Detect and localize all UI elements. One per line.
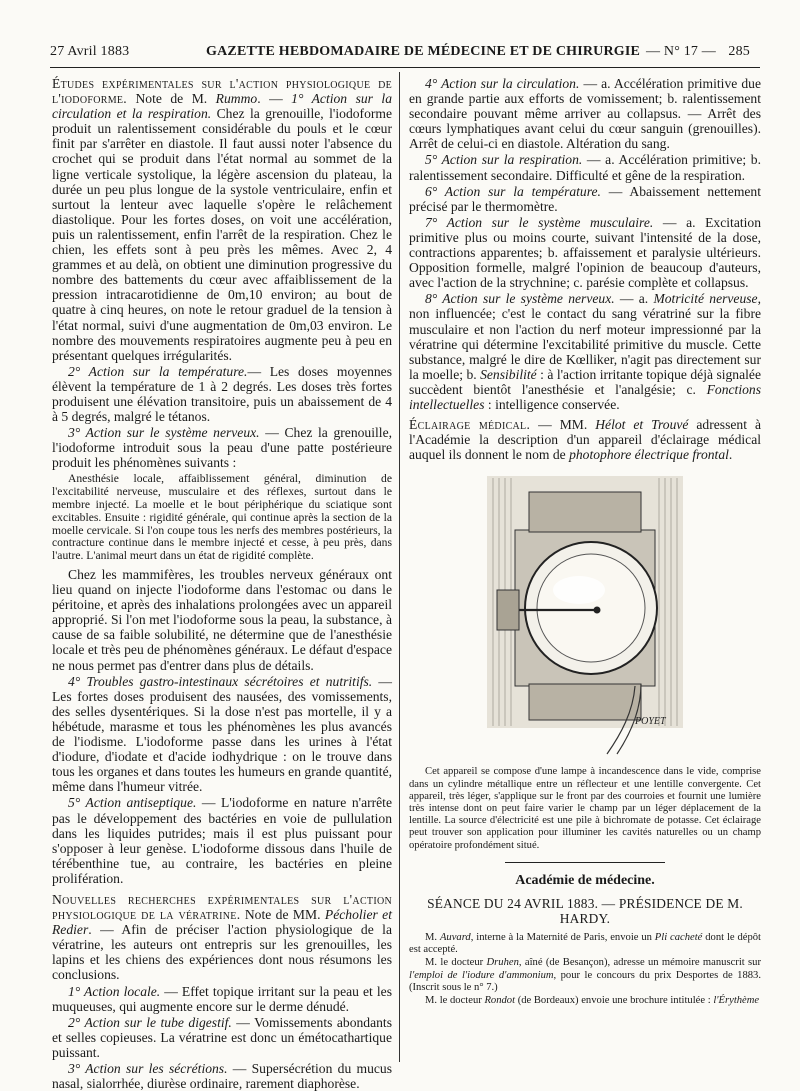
paragraph-nervous-veratrine: 8° Action sur le système nerveux. — a. Motricité nerveuse, non influencée; c'est le contact du sang vératriné sur la fibre musculaire et non l'action du nerf moteur impressionné par la vératrine qui détermine l'excitabilité primitive du muscle. Cette substance, malgré le dire de Kœlliker, n'agit pas directement sur la moelle; b. Sensibilité : à l'action irritante topique déjà signalée succèdent bientôt l'anesthésie et l'analgésie; c. Fonctions intellectuelles : intelligence conservée. — [409, 291, 761, 412]
paragraph-temperature: 2° Action sur la température.— Les doses moyennes élèvent la température de 1 à 2 degrés. Les doses très fortes produisent une élévation transitoire, puis un abaissement de 4 à 5 degrés, malgré le tétanos. — [52, 363, 392, 425]
paragraph-local-action: 1° Action locale. — Effet topique irritant sur la peau et les muqueuses, qui augmente encore sur le derme dénudé. — [52, 983, 392, 1014]
academy-heading: Académie de médecine. — [515, 872, 655, 888]
right-column — [409, 76, 761, 1066]
correspondence-rondot: M. le docteur Rondot (de Bordeaux) envoie une brochure intitulée : l'Érythème — [425, 995, 760, 1007]
header-rule — [50, 67, 760, 68]
paragraph-respiration: 5° Action sur la respiration. — a. Accélération primitive; b. ralentissement secondaire. Difficulté et gêne de la respiration. — [409, 152, 761, 183]
correspondence-druhen: M. le docteur Druhen, aîné (de Besançon), adresse un mémoire manuscrit sur l'emploi de l'iodure d'ammonium, pour le concours du prix Desportes de 1883. (Inscrit sous le n° 7.) — [409, 957, 761, 993]
veratrine-article: Nouvelles recherches expérimentales sur l'action physiologique de la vératrine. Note de MM. Pécholier et Redier. — Afin de préciser l'action physiologique de la vératrine, les auteurs ont entrepris sur les grenouilles, les lapins et les chiens des expériences dont nous résumons les conclusions. — [52, 891, 392, 983]
iodoform-article: Études expérimentales sur l'action physiologique de l'iodoforme. Note de M. Rummo. — 1° Action sur la circulation et la respiration. Chez la grenouille, l'iodoforme produit un ralentissement considérable du pouls et le cœur finit par s'arrêter en diastole. Il faut aussi noter l'absence du crochet qui se produit dans l'état normal au sommet de la ligne verticale systolique, la légère ascension du plateau, la durée un peu plus longue de la systole ventriculaire, enfin et surtout la lenteur avec laquelle s'opère le relâchement diastolique. Pour les fortes doses, on voit une accélération, puis un ralentissement, enfin l'arrêt de la respiration. Chez le chien, les effets sont à peu près les mêmes. Avec 2, 4 grammes et au delà, on obtient une diminution progressive du nombre des battements du cœur avec affaiblissement de la pression intracarotidienne de 0m,10 environ; au bout de quatre à cinq heures, on note le retour graduel de la tension à l'état normal, suivi d'une augmentation de 0m,03 environ. Le nombre des mouvements respiratoires augmente peu à peu en présentant quelques irrégularités. — [52, 76, 392, 363]
correspondence-auvard: M. Auvard, interne à la Maternité de Paris, envoie un Pli cacheté dont le dépôt est accepté. — [409, 932, 761, 956]
figure-caption: Cet appareil se compose d'une lampe à incandescence dans le vide, comprise dans un cylindre métallique entre un réflecteur et une lentille convergente. Cet appareil, très léger, s'applique sur le front par des courroies et fournit une lumière très intense dont on peut faire varier le champ par un léger déplacement de la lentille. La source d'électricité est une pile à bichromate de potasse. Cet éclairage peut trouver son application pour illuminer les cavités naturelles ou un champ opératoire profondément situé. — [409, 766, 761, 851]
section-separator — [505, 862, 665, 863]
paragraph-nervous-system: 3° Action sur le système nerveux. — Chez la grenouille, l'iodoforme introduit sous la peau d'une patte postérieure produit les phénomènes suivants : — [52, 425, 392, 471]
left-column — [52, 76, 393, 1091]
authors-pecholier-redier: Pécholier et Redier — [52, 907, 392, 938]
cylinder-top — [529, 492, 641, 532]
iodoform-heading: Études expérimentales sur l'action physiologique de l'iodoforme. — [52, 76, 392, 107]
author-rummo: Rummo — [215, 91, 258, 107]
paragraph-antiseptic: 5° Action antiseptique. — L'iodoforme en nature n'arrête pas le développement des bactéries en voie de pullulation dans les liquides putrides; mais il est plus puissant pour s'opposer à leur genèse. L'iodoforme dissous dans l'huile de térébenthine tue, au contraire, les bactéries en pleine prolifération. — [52, 795, 392, 886]
eclairage-article: Éclairage médical. — MM. Hélot et Trouvé adressent à l'Académie la description d'un appareil d'éclairage médical auquel ils donnent le nom de photophore électrique frontal. — [409, 417, 761, 463]
engraver-signature: POYET — [635, 716, 666, 728]
photophore-engraving — [485, 472, 685, 756]
veratrine-heading: Nouvelles recherches expérimentales sur l'action physiologique de la vératrine. — [52, 891, 392, 923]
lens-highlight — [553, 576, 605, 604]
subsection-circulation: 1° Action sur la circulation et la respiration. — [52, 91, 392, 122]
column-divider — [399, 72, 400, 1062]
paragraph-mammals: Chez les mammifères, les troubles nerveux généraux ont lieu quand on injecte l'iodoforme dans l'estomac ou dans le péritoine, et après des inhalations prolongées avec un appareil approprié. Si l'on met l'iodoforme sous la peau, la substance, à cause de sa faible solubilité, ne détermine que de l'anesthésie locale et très peu de phénomènes généraux. Le défaut d'espace ne nous permet pas d'entrer dans plus de détails. — [52, 567, 392, 673]
cylinder-bottom — [529, 684, 641, 720]
paragraph-gastro: 4° Troubles gastro-intestinaux sécrétoires et nutritifs. — Les fortes doses produisent des nausées, des vomissements, des selles dysentériques. Si la dose n'est pas mortelle, il y a hébétude, marasme et tous les phénomènes les plus avancés de l'iodisme. L'iodoforme passe dans les urines à l'état d'iodure, d'iodate et d'acide iodhydrique : on le trouve dans tous les organes et dans toutes les humeurs en grande quantité, même dans l'humeur vitrée. — [52, 673, 393, 795]
paragraph-temperature-veratrine: 6° Action sur la température. — Abaissement nettement précisé par le thermomètre. — [409, 183, 762, 214]
running-header — [50, 44, 750, 66]
eclairage-heading: Éclairage médical. — [409, 417, 531, 433]
paragraph-circulation: 4° Action sur la circulation. — a. Accélération primitive due en grande partie aux efforts de vomissement; b. ralentissement secondaire pouvant même arriver au collapsus. — Arrêt des cœurs lymphatiques avant celui du cœur sanguin (grenouilles). Arrêt de celui-ci en diastole. Altération du sang. — [409, 76, 762, 152]
photophore-illustration — [485, 472, 685, 756]
side-clamp — [497, 590, 519, 630]
header-page-number: 285 — [728, 44, 750, 59]
session-line: SÉANCE DU 24 AVRIL 1883. — PRÉSIDENCE DE M. HARDY. — [427, 895, 743, 926]
paragraph-muscular: 7° Action sur le système musculaire. — a. Excitation primitive plus ou moins courte, suivant l'intensité de la dose, contractions apparentes; b. affaissement et paralysie ultérieurs. Opposition formelle, malgré l'opinion de beaucoup d'auteurs, avec l'action de la strychnine; c. parésie complète et collapsus. — [409, 214, 761, 291]
paragraph-secretions: 3° Action sur les sécrétions. — Supersécrétion du mucus nasal, sialorrhée, diurèse ordinaire, rarement diaphorèse. — [52, 1061, 392, 1091]
header-date: 27 Avril 1883 — [50, 44, 130, 59]
header-journal-title: GAZETTE HEBDOMADAIRE DE MÉDECINE ET DE CHIRURGIE — [206, 44, 641, 59]
authors-helot-trouve: Hélot et Trouvé — [595, 417, 689, 433]
convergent-lens — [537, 554, 645, 662]
header-issue-number: — N° 17 — — [646, 44, 717, 59]
photophore-name: photophore électrique frontal — [569, 447, 729, 463]
incandescent-lamp — [594, 607, 601, 614]
paragraph-digestive: 2° Action sur le tube digestif. — Vomissements abondants et selles copieuses. La vératrine est donc un émétocathartique puissant. — [52, 1014, 392, 1060]
small-print-quote: Anesthésie locale, affaiblissement général, diminution de l'excitabilité nerveuse, musculaire et des réflexes, surtout dans le membre injecté. La moelle et le bout périphérique du sciatique sont excitables. Ensuite : rigidité générale, qui continue après la section de la moelle cervicale. Si l'on coupe tous les nerfs des membres postérieurs, la contracture continue dans le membre injecté et cesse, à peu près, dans l'autre. L'animal meurt dans un état de rigidité complète. — [52, 472, 392, 563]
